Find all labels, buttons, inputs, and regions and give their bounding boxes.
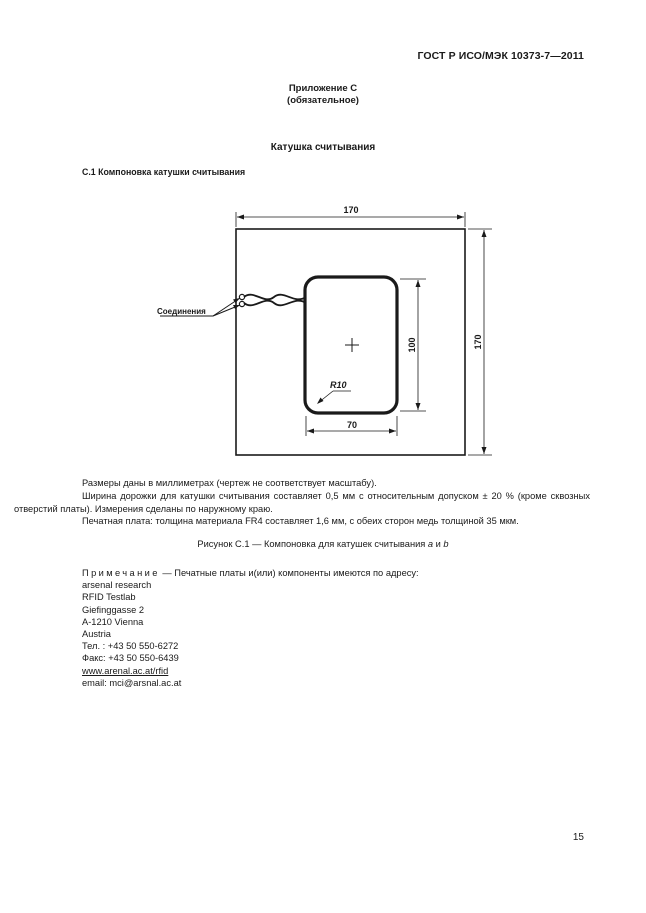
page-number: 15 [572, 832, 584, 843]
connection-pad-2 [239, 301, 244, 306]
annex-title: Приложение С [288, 83, 358, 94]
document-header: ГОСТ Р ИСО/МЭК 10373-7—2011 [417, 50, 584, 62]
website-link[interactable]: www.arenal.ac.at/rfid [82, 665, 169, 676]
dim-label-outer-width: 170 [343, 205, 359, 215]
phone-line: Тел. : +43 50 550-6272 [82, 641, 179, 652]
radius-label: R10 [330, 380, 347, 390]
paragraph-dimensions-note: Размеры даны в миллиметрах (чертеж не соответствует масштабу). [82, 478, 377, 488]
note-label: Примечание [82, 568, 160, 578]
caption-var-b: b [443, 539, 449, 549]
address-line: RFID Testlab [82, 592, 136, 603]
connections-label: Соединения [157, 307, 206, 316]
subsection-title: С.1 Компоновка катушки считывания [82, 167, 246, 177]
dim-label-outer-height: 170 [473, 334, 483, 350]
section-title: Катушка считывания [270, 142, 376, 153]
email-line[interactable]: email: mci@arsnal.ac.at [82, 677, 182, 688]
note-heading [82, 567, 582, 579]
connection-pad-1 [239, 294, 244, 299]
caption-conj: и [433, 539, 444, 549]
lead-wire-b [244, 301, 306, 306]
paragraph-track-width: Ширина дорожки для катушки считывания составляет 0,5 мм с относительным допуском ± 20 % (кроме сквозных отверстий платы). Измерения сделаны по наружному краю. [14, 491, 590, 514]
figure-caption [0, 539, 646, 549]
coil-layout-drawing [0, 195, 646, 470]
address-line: Austria [82, 629, 111, 640]
dim-label-inner-width: 70 [346, 420, 358, 430]
dim-label-inner-height: 100 [407, 337, 417, 353]
address-line: Giefinggasse 2 [82, 604, 145, 615]
address-line: arsenal research [82, 580, 152, 591]
note-block [82, 567, 582, 689]
lead-wire-a [244, 295, 306, 300]
caption-var-a: a [427, 539, 434, 549]
address-line: A-1210 Vienna [82, 616, 144, 627]
caption-text: Рисунок С.1 — Компоновка для катушек считывания [197, 539, 428, 549]
fax-line: Факс: +43 50 550-6439 [82, 653, 179, 664]
annex-subtitle: (обязательное) [287, 95, 359, 106]
paragraph-pcb-material: Печатная плата: толщина материала FR4 составляет 1,6 мм, с обеих сторон медь толщиной 35 мкм. [82, 516, 519, 526]
note-text: — Печатные платы и(или) компоненты имеются по адресу: [159, 568, 419, 578]
